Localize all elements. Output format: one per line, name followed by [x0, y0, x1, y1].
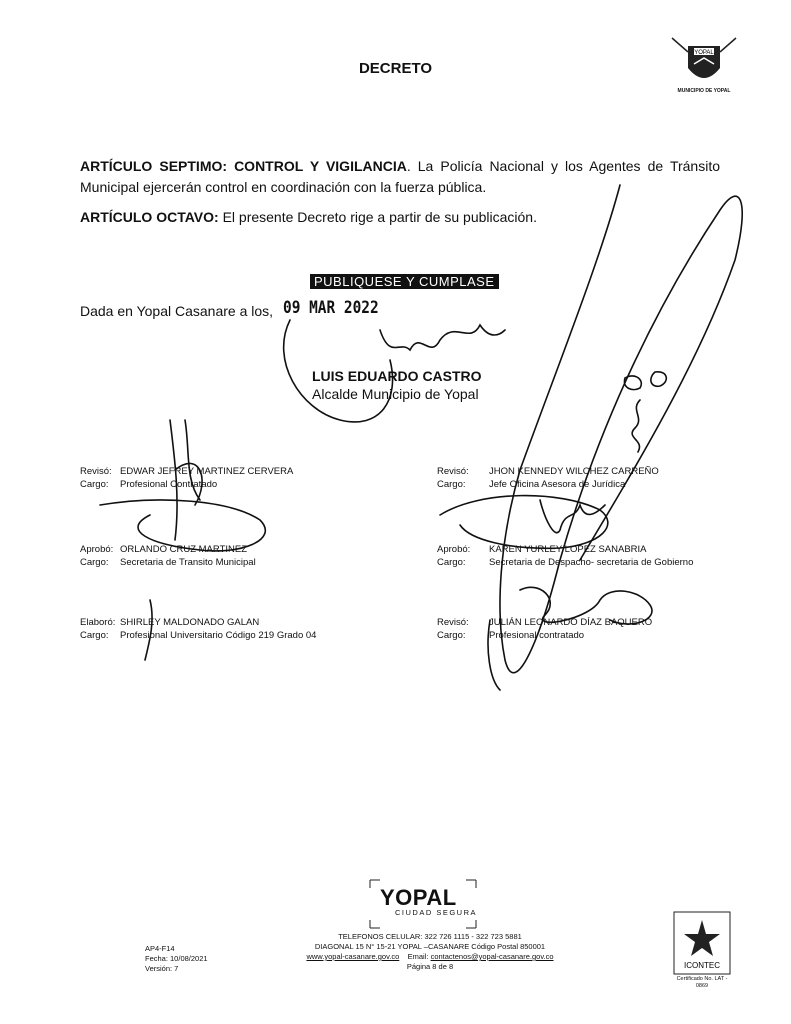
footer-address: DIAGONAL 15 N° 15-21 YOPAL –CASANARE Código Postal 850001 [314, 942, 546, 951]
date-stamp: 09 MAR 2022 [283, 298, 379, 318]
form-metadata [145, 944, 208, 974]
reviewer-cargo-label: Cargo: [437, 557, 466, 568]
signature-stroke-initials [632, 400, 640, 452]
reviewer-name: KAREN YURLEY LOPEZ SANABRIA [489, 544, 647, 555]
footer-web-link[interactable]: www.yopal-casanare.gov.co [306, 952, 400, 961]
reviewer-cargo-label: Cargo: [80, 479, 109, 490]
reviewer-name: SHIRLEY MALDONADO GALAN [120, 617, 260, 628]
reviewer-cargo: Profesional contratado [489, 630, 585, 641]
article-eight [80, 207, 720, 228]
reviewer-cargo: Jefe Oficina Asesora de Jurídica [489, 479, 626, 490]
footer-email-label: Email: [407, 952, 429, 961]
reviewer-block [437, 465, 659, 491]
footer-web-email [270, 952, 590, 962]
reviewer-cargo: Secretaria de Transito Municipal [120, 557, 256, 568]
form-date: Fecha: 10/08/2021 [145, 954, 208, 963]
dada-text: Dada en Yopal Casanare a los, [80, 303, 274, 319]
footer-email-link[interactable]: contactenos@yopal-casanare.gov.co [430, 952, 554, 961]
signature-stroke-mayor [500, 185, 742, 673]
signature-stroke-reviewer [540, 500, 605, 533]
article-eight-heading: ARTÍCULO OCTAVO: [80, 209, 219, 225]
brand-name: YOPAL [380, 885, 457, 910]
cert-label: ICONTEC [684, 961, 720, 970]
article-seven [80, 156, 720, 198]
reviewer-name: EDWAR JEFREY MARTINEZ CERVERA [120, 466, 294, 477]
document-title: DECRETO [358, 60, 433, 77]
footer-page-number: Página 8 de 8 [406, 962, 454, 971]
signature-stroke-reviewer [440, 496, 608, 549]
reviewer-action: Aprobó: [80, 544, 114, 555]
reviewer-cargo-label: Cargo: [437, 630, 466, 641]
reviewer-cargo-label: Cargo: [80, 630, 109, 641]
reviewer-name: ORLANDO CRUZ MARTINEZ [120, 544, 248, 555]
reviewer-block [437, 616, 652, 642]
logo-shield-text: YOPAL [694, 50, 714, 56]
form-version: Versión: 7 [145, 964, 179, 973]
reviewer-cargo-label: Cargo: [80, 557, 109, 568]
reviewer-block [80, 543, 256, 569]
reviewer-action: Revisó: [437, 617, 469, 628]
mayor-name: LUIS EDUARDO CASTRO [312, 368, 482, 384]
reviewer-cargo: Profesional Universitario Código 219 Grado 04 [120, 630, 317, 641]
reviewer-cargo: Profesional Contratado [120, 479, 218, 490]
signature-stroke-mayor [380, 325, 505, 350]
reviewer-action: Revisó: [437, 466, 469, 477]
reviewer-cargo-label: Cargo: [437, 479, 466, 490]
article-seven-heading: ARTÍCULO SEPTIMO: CONTROL Y VIGILANCIA [80, 158, 407, 174]
reviewer-block [437, 543, 693, 569]
footer-phones: TELEFONOS CELULAR: 322 726 1115 - 322 723 5881 [338, 932, 522, 941]
cert-number: Certificado No. LAT - 0869 [676, 976, 728, 989]
certification-seal-icon [672, 910, 732, 976]
signature-stroke-initials [624, 372, 666, 390]
mayor-role: Alcalde Municipio de Yopal [312, 386, 479, 402]
reviewer-name: JHON KENNEDY WILCHEZ CARREÑO [489, 466, 659, 477]
article-eight-text: El presente Decreto rige a partir de su publicación. [218, 209, 537, 225]
form-code: AP4-F14 [145, 944, 175, 953]
publiquese-stamp: PUBLIQUESE Y CUMPLASE [310, 274, 499, 289]
reviewer-action: Aprobó: [437, 544, 471, 555]
reviewer-action: Elaboró: [80, 617, 116, 628]
reviewer-cargo: Secretaria de Despacho- secretaria de Gobierno [489, 557, 694, 568]
logo-caption: MUNICIPIO DE YOPAL [677, 88, 731, 94]
reviewer-block [80, 616, 316, 642]
reviewer-name: JULIÁN LEONARDO DÍAZ BAQUERO [489, 617, 653, 628]
brand-tagline: CIUDAD SEGURA [395, 908, 478, 917]
article-seven-text: . La Policía Nacional y los Agentes de Tránsito Municipal ejercerán control en coordinación con la fuerza pública. [80, 158, 720, 195]
reviewer-action: Revisó: [80, 466, 112, 477]
reviewer-block [80, 465, 293, 491]
